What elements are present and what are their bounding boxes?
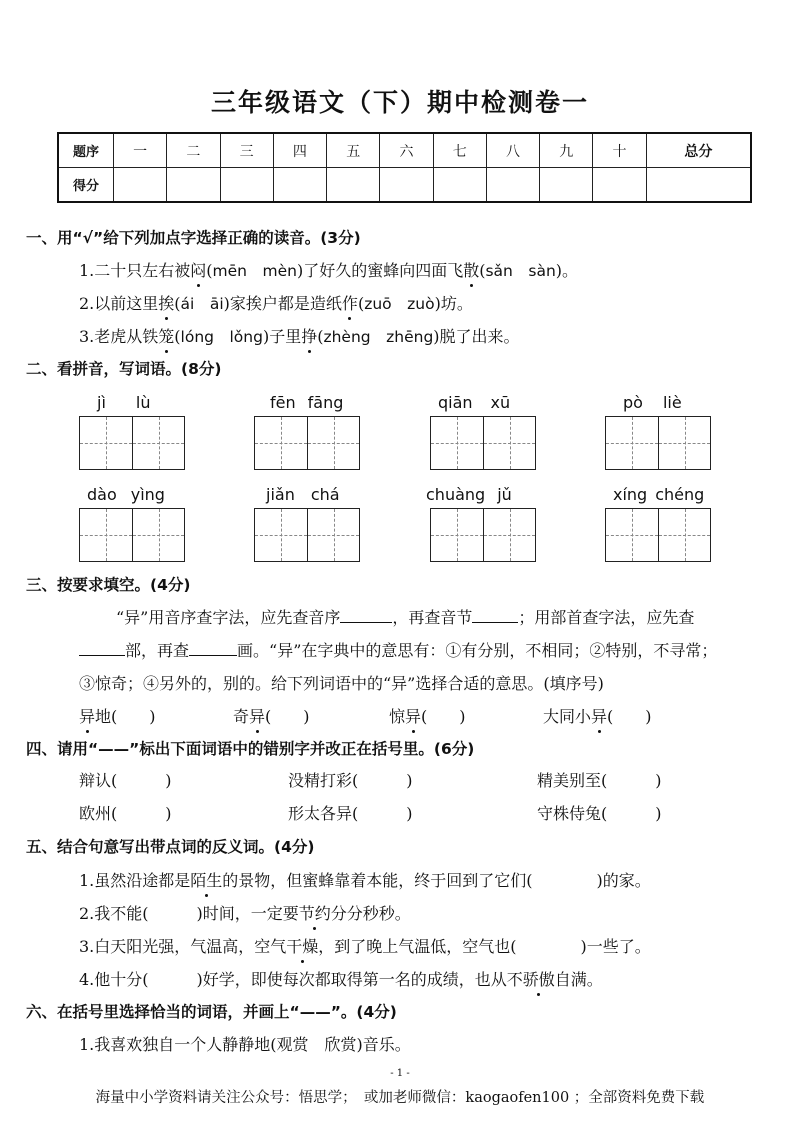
- s4-item: 欧州( ): [79, 804, 172, 823]
- answer-blank[interactable]: [472, 608, 518, 623]
- score-col: 四: [273, 133, 326, 168]
- writing-grid[interactable]: [605, 508, 711, 562]
- pinyin-word: chuàng jǔ: [426, 485, 536, 562]
- s4-item: 辩认( ): [79, 771, 172, 790]
- section-5-heading: 五、结合句意写出带点词的反义词。(4分): [26, 838, 315, 856]
- score-col: 八: [486, 133, 539, 168]
- page-number: - 1 -: [390, 1068, 410, 1079]
- s3-text-line-2: 部，再查 画。“异”在字典中的意思有：①有分别，不相同；②特别，不寻常；: [79, 638, 717, 661]
- writing-grid[interactable]: [605, 416, 711, 470]
- writing-grid[interactable]: [430, 416, 536, 470]
- s4-item: 形太各异( ): [288, 804, 413, 823]
- score-cell[interactable]: [327, 168, 380, 203]
- score-col: 七: [433, 133, 486, 168]
- page-title: 三年级语文（下）期中检测卷一: [210, 88, 589, 117]
- s5-question-1: 1.虽然沿途都是陌生的景物，但蜜蜂靠着本能，终于回到了它们( )的家。: [79, 868, 651, 891]
- score-cell[interactable]: [540, 168, 593, 203]
- score-table-score-row: [58, 168, 751, 203]
- footer-note: 海量中小学资料请关注公众号：悟思学； 或加老师微信：kaogaofen100 ；全部资料免费下载: [95, 1090, 705, 1106]
- s1-question-2: 2.以前这里挨(ái āi)家挨户都是造纸作(zuō zuò)坊。: [79, 291, 473, 314]
- score-table: [57, 132, 752, 203]
- score-col: 三: [220, 133, 273, 168]
- s3-item: 异地( ): [79, 704, 156, 727]
- s3-text-line-3: ③惊奇；④另外的，别的。给下列词语中的“异”选择合适的意思。(填序号): [79, 674, 604, 693]
- s4-item: 守株侍兔( ): [537, 804, 662, 823]
- writing-grid[interactable]: [430, 508, 536, 562]
- score-row-label: 得分: [58, 168, 114, 203]
- score-col: 五: [327, 133, 380, 168]
- section-4-heading: 四、请用“——”标出下面词语中的错别字并改正在括号里。(6分): [26, 740, 475, 758]
- pinyin-word: qiān xū: [430, 393, 536, 470]
- s5-question-4: 4.他十分( )好学，即使每次都取得第一名的成绩，也从不骄傲自满。: [79, 967, 603, 990]
- score-cell[interactable]: [167, 168, 220, 203]
- score-col: 六: [380, 133, 433, 168]
- pinyin-word: jì lù: [79, 393, 185, 470]
- pinyin-word: fēn fāng: [254, 393, 360, 470]
- s4-item: 没精打彩( ): [288, 771, 413, 790]
- score-cell[interactable]: [114, 168, 167, 203]
- answer-blank[interactable]: [340, 608, 392, 623]
- score-cell[interactable]: [220, 168, 273, 203]
- score-col: 十: [593, 133, 646, 168]
- s3-item: 大同小异( ): [543, 704, 652, 727]
- writing-grid[interactable]: [79, 416, 185, 470]
- score-cell[interactable]: [593, 168, 646, 203]
- s3-item: 奇异( ): [233, 704, 310, 727]
- s5-question-2: 2.我不能( )时间，一定要节约分分秒秒。: [79, 901, 411, 924]
- s1-question-3: 3.老虎从铁笼(lóng lǒng)子里挣(zhèng zhēng)脱了出来。: [79, 324, 520, 347]
- score-row-label: 题序: [58, 133, 114, 168]
- s3-item: 惊异( ): [389, 704, 466, 727]
- pinyin-word: jiǎn chá: [254, 485, 360, 562]
- answer-blank[interactable]: [79, 641, 125, 656]
- section-3-heading: 三、按要求填空。(4分): [26, 576, 191, 594]
- s3-text-line-1: “异”用音序查字法，应先查音序 ，再查音节 ；用部首查字法，应先查: [116, 608, 695, 627]
- section-2-heading: 二、看拼音，写词语。(8分): [26, 360, 222, 378]
- score-col: 一: [114, 133, 167, 168]
- pinyin-word: dào yìng: [79, 485, 185, 562]
- score-cell[interactable]: [486, 168, 539, 203]
- s4-item: 精美别至( ): [537, 771, 662, 790]
- answer-blank[interactable]: [189, 641, 237, 656]
- writing-grid[interactable]: [79, 508, 185, 562]
- pinyin-word: xíng chéng: [605, 485, 711, 562]
- score-col: 二: [167, 133, 220, 168]
- score-table-header-row: [58, 133, 751, 168]
- score-col: 九: [540, 133, 593, 168]
- section-6-heading: 六、在括号里选择恰当的词语，并画上“——”。(4分): [26, 1003, 397, 1021]
- s5-question-3: 3.白天阳光强，气温高，空气干燥，到了晚上气温低，空气也( )一些了。: [79, 934, 651, 957]
- score-cell[interactable]: [380, 168, 433, 203]
- section-1-heading: 一、用“√”给下列加点字选择正确的读音。(3分): [26, 229, 361, 247]
- s6-question-1: 1.我喜欢独自一个人静静地(观赏 欣赏)音乐。: [79, 1035, 411, 1054]
- score-cell[interactable]: [273, 168, 326, 203]
- score-col-total: 总分: [646, 133, 751, 168]
- score-cell[interactable]: [646, 168, 751, 203]
- score-cell[interactable]: [433, 168, 486, 203]
- s1-question-1: 1.二十只左右被闷(mēn mèn)了好久的蜜蜂向四面飞散(sǎn sàn)。: [79, 258, 578, 281]
- pinyin-word: pò liè: [605, 393, 711, 470]
- writing-grid[interactable]: [254, 416, 360, 470]
- writing-grid[interactable]: [254, 508, 360, 562]
